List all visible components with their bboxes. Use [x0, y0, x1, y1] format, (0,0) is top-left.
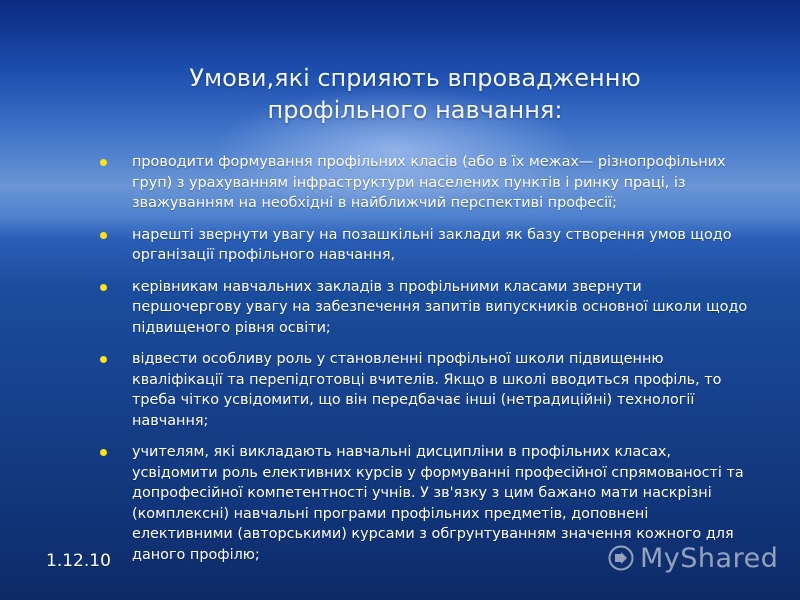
- myshared-logo-icon: [608, 545, 634, 571]
- watermark: [608, 541, 778, 575]
- slide-title: [90, 62, 740, 126]
- bullet-text: проводити формування профільних класів (або в їх межах— різнопрофільних груп) з урахуванням інфраструктури населених пунктів і ринку праці, із зважуванням на необхідні в найближчий перспективі професії;: [132, 154, 726, 211]
- bullet-text: керівникам навчальних закладів з профільними класами звернути першочергову увагу на забезпечення запитів випускників основної школи щодо підвищеного рівня освіти;: [132, 278, 748, 336]
- watermark-text: MyShared: [640, 542, 779, 574]
- bullet-list: [100, 152, 750, 576]
- bullet-item: [100, 277, 750, 339]
- bullet-dot-icon: [100, 356, 107, 363]
- slide-date: 1.12.10: [46, 551, 111, 571]
- bullet-item: [100, 225, 750, 266]
- bullet-text: нарешті звернути увагу на позашкільні заклади як базу створення умов щодо організації профільного навчання,: [132, 226, 732, 263]
- bullet-text: відвести особливу роль у становленні профільної школи підвищенню кваліфікації та перепідготовці вчителів. Якщо в школі вводиться профіль, то треба чітко усвідомити, що він передбачає інші (нетрадиційні) технології навчання;: [132, 351, 722, 429]
- bullet-dot-icon: [100, 284, 107, 291]
- slide-title-line-2: профільного навчання:: [267, 96, 563, 124]
- bullet-dot-icon: [100, 449, 107, 456]
- bullet-text: учителям, які викладають навчальні дисципліни в профільних класах, усвідомити роль елективних курсів у формуванні професійної спрямованості та допрофесійної компетентності учнів. У зв'язку з цим бажано мати наскрізні (комплексні) навчальні програми профільних предметів, доповнені елективними (авторськими) курсами з обгрунтуванням значення кожного для даного профілю;: [132, 444, 744, 563]
- slide-title-line-1: Умови,які сприяють впровадженню: [189, 64, 641, 92]
- bullet-item: [100, 349, 750, 431]
- bullet-dot-icon: [100, 232, 107, 239]
- bullet-item: [100, 152, 750, 214]
- bullet-dot-icon: [100, 159, 107, 166]
